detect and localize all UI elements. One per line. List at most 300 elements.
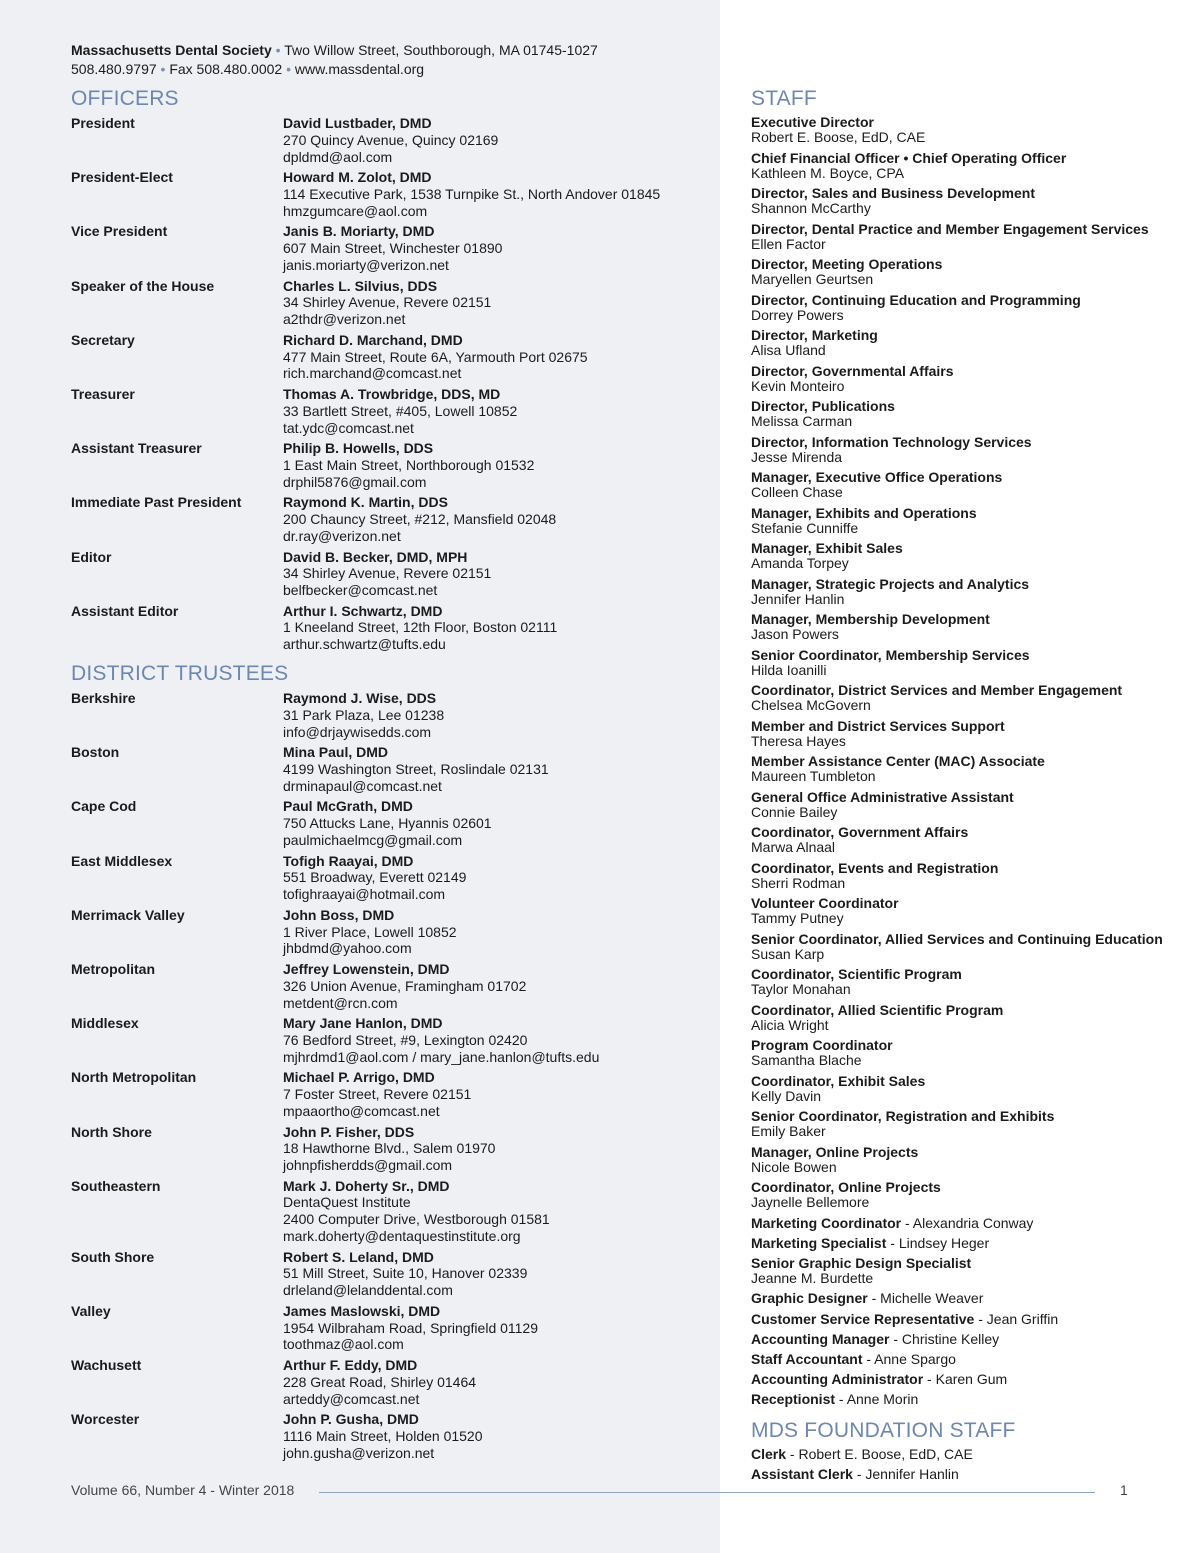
staff-item-inline [751, 1332, 1191, 1352]
entry-line: 4199 Washington Street, Roslindale 02131 [283, 760, 549, 777]
staff-title: Coordinator, Scientific Program [751, 966, 962, 982]
entry-role: North Shore [71, 1123, 152, 1140]
entry-line: a2thdr@verizon.net [283, 311, 406, 328]
staff-person: Emily Baker [751, 1123, 826, 1140]
staff-title: Member and District Services Support [751, 717, 1005, 734]
staff-item-inline [751, 1291, 1191, 1311]
entry-role: Middlesex [71, 1015, 139, 1032]
officers-heading: OFFICERS [71, 87, 179, 110]
entry-line: drleland@lelanddental.com [283, 1282, 453, 1299]
trustees-entry [71, 1015, 711, 1069]
entry-name: Arthur F. Eddy, DMD [283, 1357, 418, 1374]
staff-person: Jeanne M. Burdette [751, 1270, 874, 1287]
staff-item [751, 222, 1191, 258]
staff-person: Jennifer Hanlin [865, 1466, 959, 1483]
entry-line: jhbdmd@yahoo.com [283, 940, 412, 957]
staff-title: Accounting Manager [751, 1330, 890, 1347]
staff-person: Maryellen Geurtsen [751, 271, 874, 288]
entry-name: Philip B. Howells, DDS [283, 440, 434, 457]
entry-line: 1 East Main Street, Northborough 01532 [283, 456, 535, 473]
staff-title: Coordinator, Allied Scientific Program [751, 1001, 1004, 1018]
staff-title: Customer Service Representative [751, 1310, 975, 1327]
staff-item-inline [751, 1392, 1191, 1412]
staff-separator: - [835, 1391, 847, 1408]
staff-item [751, 1180, 1191, 1216]
staff-person: Connie Bailey [751, 803, 838, 820]
entry-detail [283, 440, 534, 490]
staff-person: Amanda Torpey [751, 555, 849, 572]
bullet-separator: • [275, 42, 281, 58]
entry-role: Assistant Editor [71, 602, 179, 619]
staff-item [751, 1038, 1191, 1074]
staff-person: Tammy Putney [751, 910, 844, 927]
officers-entry [71, 494, 711, 548]
entry-line: arthur.schwartz@tufts.edu [283, 636, 446, 653]
entry-line: 18 Hawthorne Blvd., Salem 01970 [283, 1140, 496, 1157]
staff-item [751, 861, 1191, 897]
entry-name: John P. Gusha, DMD [283, 1411, 419, 1428]
staff-item [751, 648, 1191, 684]
officers-entry [71, 278, 711, 332]
entry-line: 270 Quincy Avenue, Quincy 02169 [283, 131, 499, 148]
entry-role: Worcester [71, 1411, 140, 1428]
entry-detail [283, 744, 549, 794]
trustees-entry [71, 1357, 711, 1411]
officers-entry [71, 440, 711, 494]
staff-item [751, 1145, 1191, 1181]
entry-name: Tofigh Raayai, DMD [283, 852, 414, 869]
staff-item [751, 896, 1191, 932]
staff-person: Kathleen M. Boyce, CPA [751, 164, 905, 181]
staff-separator: - [901, 1214, 913, 1231]
staff-person: Lindsey Heger [898, 1234, 990, 1251]
trustees-entry [71, 798, 711, 852]
entry-detail [283, 1178, 550, 1245]
entry-line: 33 Bartlett Street, #405, Lowell 10852 [283, 402, 518, 419]
entry-line: drphil5876@gmail.com [283, 473, 427, 490]
staff-heading: STAFF [751, 87, 817, 110]
entry-name: Robert S. Leland, DMD [283, 1248, 434, 1265]
entry-line: johnpfisherdds@gmail.com [283, 1157, 453, 1174]
staff-item [751, 790, 1191, 826]
staff-person: Marwa Alnaal [751, 839, 836, 856]
entry-detail [283, 603, 557, 653]
entry-line: 750 Attucks Lane, Hyannis 02601 [283, 815, 492, 832]
entry-role: Assistant Treasurer [71, 440, 202, 457]
staff-title: Graphic Designer [751, 1290, 868, 1307]
entry-line: paulmichaelmcg@gmail.com [283, 831, 463, 848]
staff-item [751, 1256, 1191, 1292]
entry-name: Jeffrey Lowenstein, DMD [283, 960, 450, 977]
entry-role: Merrimack Valley [71, 906, 185, 923]
entry-name: Howard M. Zolot, DMD [283, 169, 432, 186]
foundation-heading: MDS FOUNDATION STAFF [751, 1419, 1016, 1442]
staff-separator: - [786, 1446, 799, 1462]
staff-person: Jennifer Hanlin [751, 590, 845, 607]
staff-person: Colleen Chase [751, 484, 843, 501]
entry-detail [283, 798, 492, 848]
staff-item [751, 435, 1191, 471]
staff-title: Director, Marketing [751, 327, 878, 343]
entry-line: janis.moriarty@verizon.net [283, 256, 449, 273]
staff-item [751, 541, 1191, 577]
staff-person: Robert E. Boose, EdD, CAE [751, 129, 926, 146]
entry-name: John Boss, DMD [283, 906, 395, 923]
staff-item [751, 506, 1191, 542]
org-name: Massachusetts Dental Society [71, 42, 272, 58]
staff-item-inline [751, 1312, 1191, 1332]
staff-item [751, 683, 1191, 719]
entry-line: 51 Mill Street, Suite 10, Hanover 02339 [283, 1265, 528, 1282]
entry-line: 607 Main Street, Winchester 01890 [283, 240, 503, 257]
staff-person: Christine Kelley [901, 1330, 1000, 1347]
trustees-entry [71, 690, 711, 744]
entry-line: tat.ydc@comcast.net [283, 419, 414, 436]
staff-person: Ellen Factor [751, 235, 826, 252]
entry-role: Wachusett [71, 1357, 142, 1374]
officers-entry [71, 603, 711, 657]
staff-item [751, 257, 1191, 293]
staff-person: Susan Karp [751, 945, 825, 962]
staff-item [751, 115, 1191, 151]
staff-title: General Office Administrative Assistant [751, 788, 1014, 805]
entry-name: Raymond J. Wise, DDS [283, 690, 437, 706]
entry-line: dr.ray@verizon.net [283, 527, 401, 544]
entry-line: 551 Broadway, Everett 02149 [283, 869, 467, 886]
staff-item [751, 364, 1191, 400]
entry-line: 31 Park Plaza, Lee 01238 [283, 706, 445, 723]
entry-detail [283, 1411, 483, 1461]
staff-person: Shannon McCarthy [751, 200, 871, 217]
entry-name: David B. Becker, DMD, MPH [283, 548, 468, 565]
entry-detail [283, 115, 498, 165]
entry-detail [283, 1015, 599, 1065]
staff-separator: - [889, 1330, 902, 1347]
staff-person: Kelly Davin [751, 1087, 822, 1104]
entry-role: Editor [71, 548, 112, 565]
staff-title: Director, Publications [751, 398, 895, 414]
staff-item-inline [751, 1352, 1191, 1372]
entry-detail [283, 278, 491, 328]
entry-line: 1116 Main Street, Holden 01520 [283, 1428, 483, 1445]
staff-person: Alisa Ufland [751, 342, 826, 359]
staff-person: Chelsea McGovern [751, 697, 871, 714]
staff-person: Kevin Monteiro [751, 377, 845, 394]
staff-item-inline [751, 1236, 1191, 1256]
staff-item-inline [751, 1372, 1191, 1392]
staff-item [751, 612, 1191, 648]
staff-person: Melissa Carman [751, 413, 853, 430]
trustees-heading: DISTRICT TRUSTEES [71, 662, 289, 685]
entry-line: john.gusha@verizon.net [283, 1444, 435, 1461]
entry-line: dpldmd@aol.com [283, 148, 393, 165]
entry-role: North Metropolitan [71, 1069, 197, 1086]
staff-title: Senior Coordinator, Allied Services and Continuing Education [751, 930, 1163, 947]
staff-title: Coordinator, District Services and Member Engagement [751, 682, 1123, 698]
entry-line: 1 River Place, Lowell 10852 [283, 923, 457, 940]
entry-detail [283, 1303, 538, 1353]
entry-detail [283, 853, 466, 903]
staff-title: Senior Coordinator, Registration and Exhibits [751, 1108, 1055, 1124]
entry-role: Valley [71, 1302, 111, 1319]
masthead [71, 41, 598, 79]
staff-person: Nicole Bowen [751, 1158, 837, 1175]
org-fax: Fax 508.480.0002 [169, 61, 283, 77]
staff-person: Karen Gum [935, 1371, 1008, 1388]
staff-title: Manager, Membership Development [751, 611, 990, 627]
staff-title: Director, Information Technology Services [751, 433, 1032, 450]
entry-name: Mary Jane Hanlon, DMD [283, 1015, 443, 1032]
entry-name: Paul McGrath, DMD [283, 798, 413, 815]
staff-title: Director, Continuing Education and Programming [751, 291, 1081, 308]
officers-entry [71, 549, 711, 603]
entry-role: Speaker of the House [71, 277, 215, 294]
staff-item [751, 328, 1191, 364]
entry-name: Raymond K. Martin, DDS [283, 494, 448, 511]
entry-line: hmzgumcare@aol.com [283, 202, 428, 219]
staff-separator: - [867, 1290, 881, 1307]
trustees-entry [71, 1411, 711, 1465]
staff-title: Accounting Administrator [751, 1371, 924, 1388]
entry-name: Mark J. Doherty Sr., DMD [283, 1177, 450, 1194]
entry-name: David Lustbader, DMD [283, 115, 432, 131]
staff-list [751, 115, 1191, 1413]
entry-line: 200 Chauncy Street, #212, Mansfield 02048 [283, 511, 557, 528]
entry-name: Mina Paul, DMD [283, 744, 389, 761]
officers-entry [71, 223, 711, 277]
staff-item [751, 151, 1191, 187]
entry-detail [283, 1249, 527, 1299]
trustees-entry [71, 907, 711, 961]
staff-title: Coordinator, Events and Registration [751, 859, 999, 876]
entry-name: James Maslowski, DMD [283, 1302, 441, 1319]
entry-detail [283, 907, 457, 957]
staff-item [751, 399, 1191, 435]
staff-title: Member Assistance Center (MAC) Associate [751, 753, 1045, 769]
staff-person: Taylor Monahan [751, 981, 851, 998]
staff-person: Jaynelle Bellemore [751, 1194, 870, 1211]
volume-label: Volume 66, Number 4 - Winter 2018 [71, 1482, 295, 1498]
footer-rule [319, 1492, 1095, 1493]
staff-title: Marketing Specialist [751, 1234, 887, 1251]
staff-title: Manager, Exhibit Sales [751, 540, 903, 556]
entry-line: 34 Shirley Avenue, Revere 02151 [283, 565, 492, 582]
officers-list [71, 115, 711, 657]
entry-name: Charles L. Silvius, DDS [283, 277, 438, 294]
staff-title: Director, Sales and Business Development [751, 185, 1035, 201]
staff-person: Hilda Ioanilli [751, 661, 827, 678]
staff-title: Staff Accountant [751, 1350, 863, 1367]
entry-line: 2400 Computer Drive, Westborough 01581 [283, 1211, 550, 1228]
staff-title: Director, Governmental Affairs [751, 362, 954, 379]
entry-line: mpaaortho@comcast.net [283, 1102, 440, 1119]
trustees-entry [71, 1303, 711, 1357]
staff-person: Theresa Hayes [751, 732, 846, 749]
entry-line: 326 Union Avenue, Framingham 01702 [283, 977, 527, 994]
staff-title: Senior Coordinator, Membership Services [751, 646, 1030, 663]
entry-line: 76 Bedford Street, #9, Lexington 02420 [283, 1031, 528, 1048]
entry-role: President-Elect [71, 169, 173, 186]
staff-person: Jesse Mirenda [751, 448, 843, 465]
trustees-entry [71, 1069, 711, 1123]
staff-title: Manager, Executive Office Operations [751, 469, 1003, 485]
staff-separator: - [886, 1234, 899, 1251]
entry-role: President [71, 115, 135, 131]
entry-name: John P. Fisher, DDS [283, 1123, 415, 1140]
staff-person: Dorrey Powers [751, 306, 844, 323]
entry-detail [283, 169, 660, 219]
staff-item [751, 1003, 1191, 1039]
entry-detail [283, 549, 491, 599]
staff-title: Coordinator, Exhibit Sales [751, 1072, 926, 1089]
entry-detail [283, 1124, 495, 1174]
entry-role: Vice President [71, 223, 168, 240]
staff-title: Executive Director [751, 114, 874, 130]
entry-line: DentaQuest Institute [283, 1194, 411, 1211]
entry-line: rich.marchand@comcast.net [283, 365, 462, 382]
staff-title: Manager, Online Projects [751, 1143, 919, 1160]
entry-line: mjhrdmd1@aol.com / mary_jane.hanlon@tufts.edu [283, 1048, 600, 1065]
staff-title: Coordinator, Government Affairs [751, 824, 969, 840]
staff-item [751, 1074, 1191, 1110]
entry-line: toothmaz@aol.com [283, 1336, 404, 1353]
staff-item [751, 719, 1191, 755]
staff-person: Maureen Tumbleton [751, 768, 876, 785]
entry-role: Treasurer [71, 385, 135, 402]
staff-person: Jason Powers [751, 626, 839, 643]
staff-title: Manager, Strategic Projects and Analytics [751, 575, 1030, 592]
entry-role: Southeastern [71, 1177, 161, 1194]
staff-person: Anne Spargo [874, 1350, 956, 1367]
entry-detail [283, 1357, 476, 1407]
entry-role: South Shore [71, 1248, 155, 1265]
entry-role: Cape Cod [71, 798, 137, 815]
entry-line: tofighraayai@hotmail.com [283, 886, 446, 903]
entry-role: East Middlesex [71, 852, 173, 869]
staff-title: Chief Financial Officer • Chief Operating Officer [751, 149, 1067, 166]
entry-name: Janis B. Moriarty, DMD [283, 223, 435, 240]
officers-entry [71, 332, 711, 386]
entry-role: Secretary [71, 331, 135, 348]
entry-name: Michael P. Arrigo, DMD [283, 1069, 435, 1086]
entry-line: 477 Main Street, Route 6A, Yarmouth Port 02675 [283, 348, 588, 365]
staff-item [751, 1109, 1191, 1145]
org-address: Two Willow Street, Southborough, MA 01745-1027 [284, 42, 598, 58]
entry-name: Arthur I. Schwartz, DMD [283, 602, 443, 619]
staff-title: Clerk [751, 1446, 787, 1462]
staff-item [751, 470, 1191, 506]
entry-line: 7 Foster Street, Revere 02151 [283, 1086, 472, 1103]
staff-title: Senior Graphic Design Specialist [751, 1254, 972, 1271]
entry-line: info@drjaywisedds.com [283, 723, 432, 740]
entry-detail [283, 494, 556, 544]
entry-role: Berkshire [71, 690, 136, 706]
staff-item [751, 967, 1191, 1003]
staff-separator: - [974, 1310, 987, 1327]
entry-detail [283, 223, 502, 273]
page-footer [71, 1482, 1131, 1502]
entry-line: 1954 Wilbraham Road, Springfield 01129 [283, 1319, 539, 1336]
org-website-link[interactable]: www.massdental.org [294, 61, 425, 77]
officers-entry [71, 115, 711, 169]
staff-person: Alicia Wright [751, 1016, 829, 1033]
staff-title: Coordinator, Online Projects [751, 1179, 941, 1195]
officers-entry [71, 169, 711, 223]
entry-detail [283, 961, 526, 1011]
staff-person: Alexandria Conway [912, 1214, 1034, 1231]
entry-role: Boston [71, 744, 120, 761]
staff-item [751, 825, 1191, 861]
entry-line: metdent@rcn.com [283, 994, 398, 1011]
staff-title: Marketing Coordinator [751, 1214, 902, 1231]
entry-line: 114 Executive Park, 1538 Turnpike St., North Andover 01845 [283, 185, 661, 202]
staff-separator: - [923, 1371, 936, 1388]
staff-item [751, 932, 1191, 968]
trustees-entry [71, 961, 711, 1015]
entry-detail [283, 332, 588, 382]
staff-title: Director, Dental Practice and Member Engagement Services [751, 220, 1149, 237]
staff-item [751, 293, 1191, 329]
staff-person: Robert E. Boose, EdD, CAE [798, 1446, 973, 1462]
staff-title: Assistant Clerk [751, 1466, 853, 1483]
trustees-entry [71, 744, 711, 798]
trustees-entry [71, 853, 711, 907]
entry-detail [283, 386, 517, 436]
entry-detail [283, 690, 444, 740]
entry-detail [283, 1069, 471, 1119]
entry-role: Metropolitan [71, 960, 155, 977]
entry-role: Immediate Past President [71, 494, 242, 511]
staff-separator: - [852, 1466, 866, 1483]
staff-item-inline [751, 1447, 1191, 1467]
entry-name: Thomas A. Trowbridge, DDS, MD [283, 385, 501, 402]
staff-title: Manager, Exhibits and Operations [751, 504, 977, 521]
entry-line: 228 Great Road, Shirley 01464 [283, 1373, 477, 1390]
entry-line: drminapaul@comcast.net [283, 777, 442, 794]
trustees-entry [71, 1124, 711, 1178]
trustees-entry [71, 1178, 711, 1249]
trustees-list [71, 690, 711, 1465]
staff-person: Sherri Rodman [751, 874, 846, 891]
staff-title: Receptionist [751, 1391, 836, 1408]
staff-item [751, 186, 1191, 222]
staff-person: Samantha Blache [751, 1052, 862, 1069]
entry-line: mark.doherty@dentaquestinstitute.org [283, 1228, 521, 1245]
masthead-line-2 [71, 60, 598, 79]
staff-person: Michelle Weaver [880, 1290, 984, 1307]
staff-title: Program Coordinator [751, 1037, 893, 1053]
staff-item-inline [751, 1216, 1191, 1236]
bullet-separator: • [286, 61, 291, 77]
staff-title: Volunteer Coordinator [751, 895, 899, 911]
page-number: 1 [1120, 1482, 1128, 1498]
staff-item [751, 577, 1191, 613]
staff-title: Director, Meeting Operations [751, 256, 943, 272]
org-phone: 508.480.9797 [71, 61, 157, 77]
staff-item [751, 754, 1191, 790]
entry-line: 34 Shirley Avenue, Revere 02151 [283, 294, 492, 311]
entry-line: 1 Kneeland Street, 12th Floor, Boston 02111 [283, 619, 558, 636]
staff-person: Jean Griffin [986, 1310, 1059, 1327]
masthead-line-1 [71, 41, 598, 60]
trustees-entry [71, 1249, 711, 1303]
staff-separator: - [862, 1350, 875, 1367]
officers-entry [71, 386, 711, 440]
entry-line: belfbecker@comcast.net [283, 582, 438, 599]
entry-name: Richard D. Marchand, DMD [283, 331, 463, 348]
entry-line: arteddy@comcast.net [283, 1390, 420, 1407]
bullet-separator: • [160, 61, 166, 77]
